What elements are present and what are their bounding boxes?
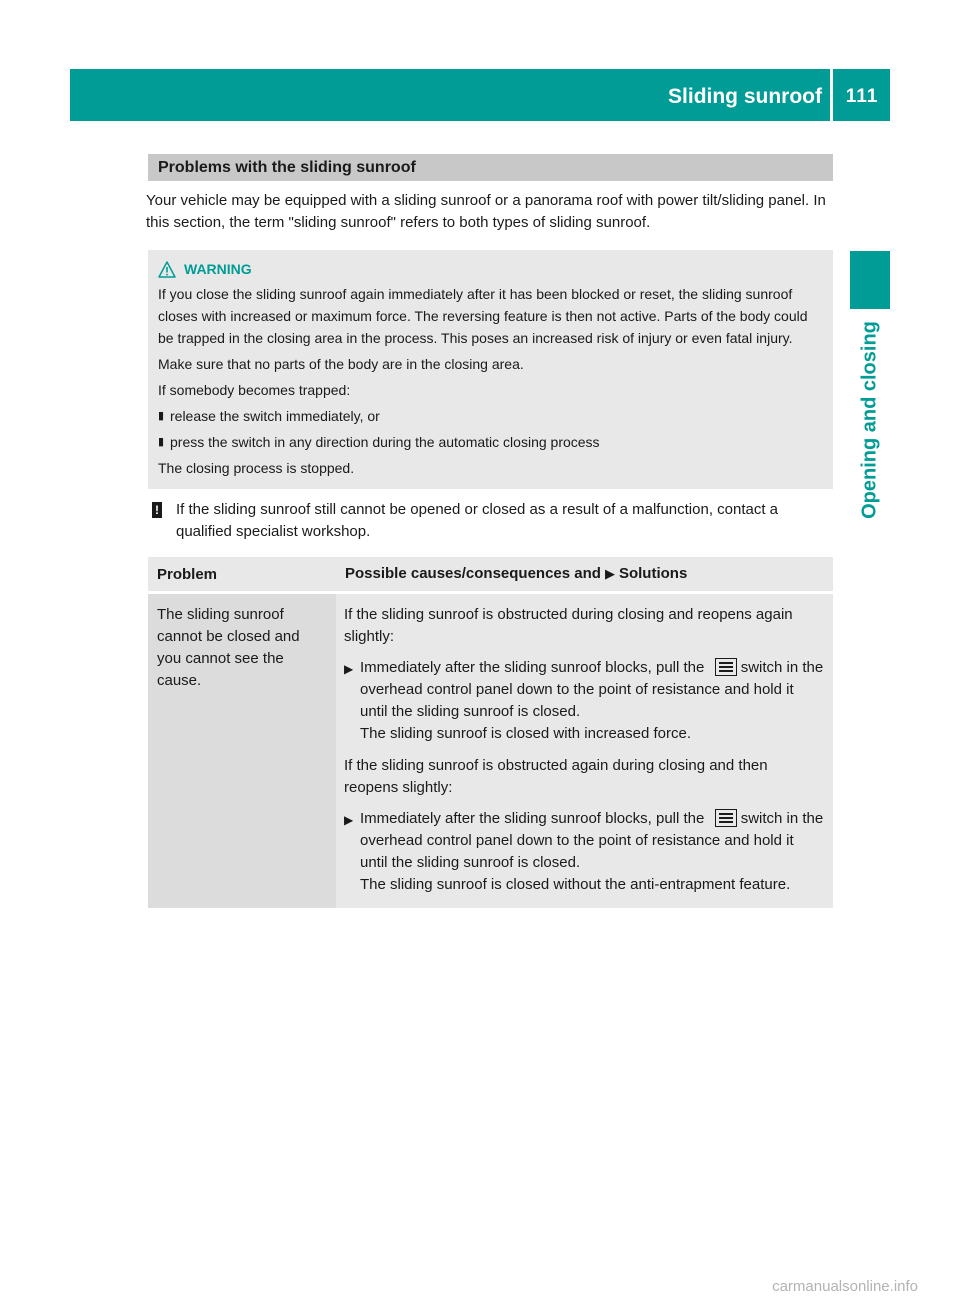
warning-header [158,258,823,280]
warning-body: If you close the sliding sunroof again immediately after it has been blocked or reset, the sliding sunroof closes with increased or maximum force. The reversing feature is then not active. Parts of the body could be trapped in the closing area in the process. This poses an increased risk of injury or even fatal injury. [158,286,808,346]
warning-trapped-intro: If somebody becomes trapped: [158,382,351,398]
bullet-text: release the switch immediately, or [170,408,380,424]
arrow-right-icon: ▶ [344,662,354,676]
note-text: If the sliding sunroof still cannot be opened or closed as a result of a malfunction, contact a qualified specialist workshop. [176,501,779,540]
warning-closing: The closing process is stopped. [158,460,355,476]
problem-table [148,557,833,908]
step-2-part-b: switch in the overhead control panel down to the point of resistance and hold it until the sliding sunroof is closed. [360,810,824,871]
table-header [148,557,833,591]
solution-step-2 [344,808,825,896]
cause-1: If the sliding sunroof is obstructed during closing and reopens again slightly: [344,606,793,645]
page-content [148,154,833,908]
sunroof-switch-icon [715,658,737,676]
page-number: 111 [845,86,879,107]
bullet-marker: ▮ [158,410,165,422]
header-problem: Problem [157,566,218,583]
step-1-text [360,657,825,745]
chapter-label: Opening and closing [858,321,881,519]
warning-title: WARNING [184,261,252,277]
arrow-right-icon: ▶ [604,566,615,581]
header-bar [70,69,890,121]
warning-triangle-icon [158,261,176,278]
header-causes-text: Possible causes/consequences and [345,565,601,582]
step-1-part-a: Immediately after the sliding sunroof blocks, pull the [360,659,705,676]
warning-box [148,250,833,489]
warning-instruction: Make sure that no parts of the body are in the closing area. [158,356,524,372]
table-row [148,594,833,908]
arrow-right-icon: ▶ [344,813,354,827]
running-title: Sliding sunroof [668,85,822,108]
watermark: carmanualsonline.info [772,1278,918,1295]
causes-cell [336,594,833,908]
sunroof-switch-icon [715,809,737,827]
step-2-text [360,808,825,896]
bullet-marker: ▮ [158,436,165,448]
warning-bullet [158,405,823,427]
warning-bullet [158,431,823,453]
note-paragraph [146,499,833,543]
step-2-part-a: Immediately after the sliding sunroof blocks, pull the [360,810,705,827]
section-heading: Problems with the sliding sunroof [148,154,833,181]
header-causes [336,557,696,591]
exclamation-icon: ! [152,502,162,518]
header-solutions-text: Solutions [618,565,688,582]
solution-step-1 [344,657,825,745]
step-2-result: The sliding sunroof is closed without the anti-entrapment feature. [360,876,791,893]
header-divider [830,69,833,121]
bullet-text: press the switch in any direction during the automatic closing process [170,434,600,450]
chapter-tab-marker [850,251,890,309]
cause-2: If the sliding sunroof is obstructed again during closing and then reopens slightly: [344,757,768,796]
step-1-result: The sliding sunroof is closed with increased force. [360,725,691,742]
problem-cell: The sliding sunroof cannot be closed and you cannot see the cause. [148,594,336,908]
step-1-part-b: switch in the overhead control panel down to the point of resistance and hold it until the sliding sunroof is closed. [360,659,824,720]
intro-paragraph: Your vehicle may be equipped with a sliding sunroof or a panorama roof with power tilt/sliding panel. In this section, the term "sliding sunroof" refers to both types of sliding sunroof. [146,192,826,231]
